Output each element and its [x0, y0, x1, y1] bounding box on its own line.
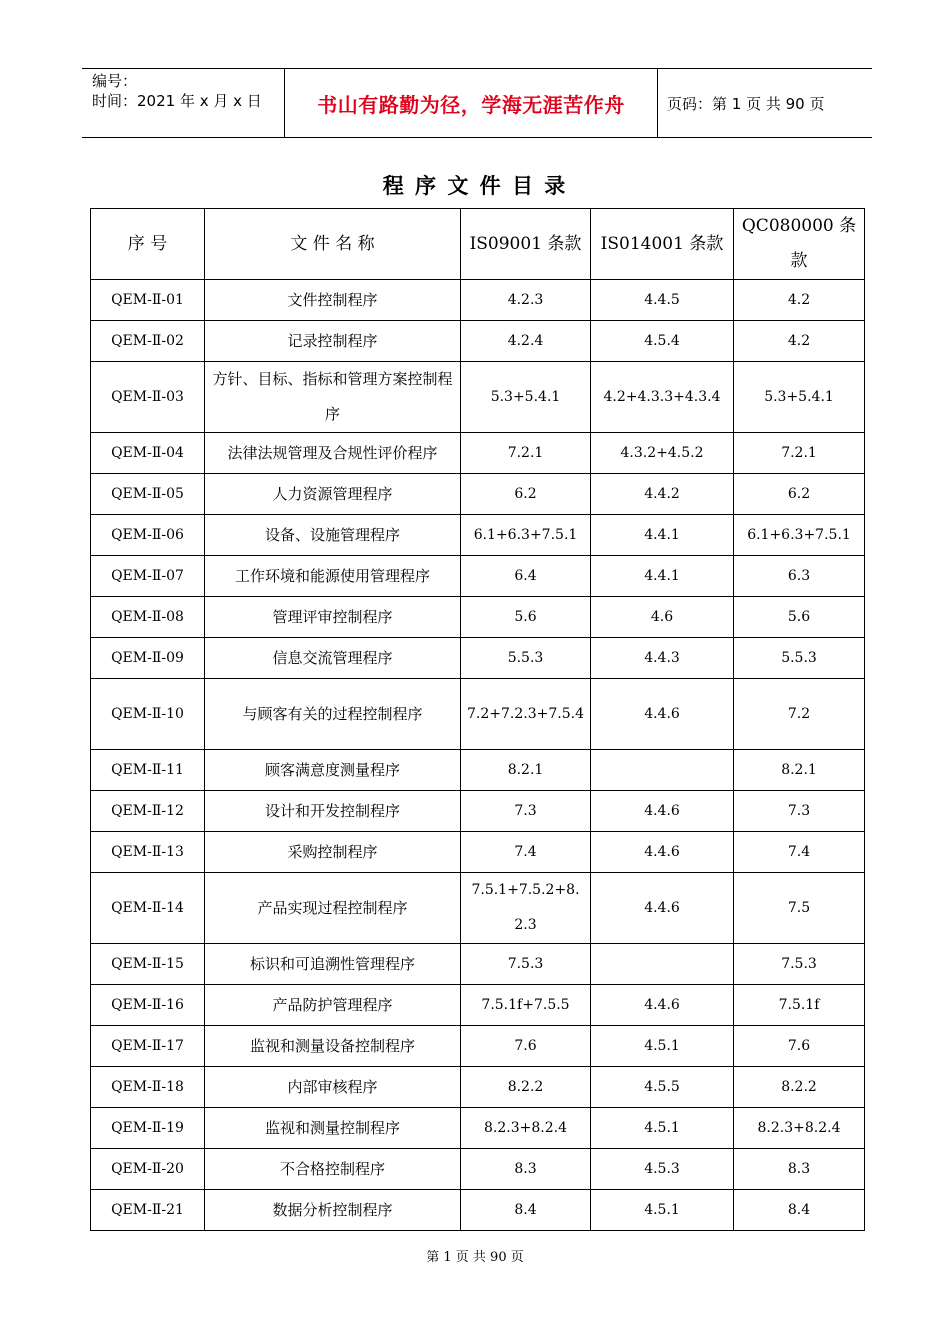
cell-iso14001: 4.6 — [591, 597, 734, 638]
cell-iso14001: 4.4.6 — [591, 791, 734, 832]
cell-doc-name: 管理评审控制程序 — [205, 597, 461, 638]
cell-qc080000: 8.2.3+8.2.4 — [734, 1108, 865, 1149]
cell-code: QEM-Ⅱ-06 — [91, 515, 205, 556]
cell-doc-name: 采购控制程序 — [205, 832, 461, 873]
cell-iso14001: 4.4.6 — [591, 832, 734, 873]
cell-iso9001: 8.4 — [461, 1190, 591, 1231]
cell-qc080000: 5.5.3 — [734, 638, 865, 679]
page-footer: 第 1 页 共 90 页 — [426, 1250, 524, 1265]
header-doc-name: 文 件 名 称 — [205, 209, 461, 280]
cell-doc-name: 信息交流管理程序 — [205, 638, 461, 679]
cell-code: QEM-Ⅱ-19 — [91, 1108, 205, 1149]
table-row — [91, 1108, 865, 1149]
cell-iso9001: 7.3 — [461, 791, 591, 832]
cell-doc-name: 人力资源管理程序 — [205, 474, 461, 515]
cell-qc080000: 7.4 — [734, 832, 865, 873]
header-iso9001: IS09001 条款 — [461, 209, 591, 280]
cell-doc-name: 标识和可追溯性管理程序 — [205, 944, 461, 985]
table-row — [91, 638, 865, 679]
cell-doc-name: 产品实现过程控制程序 — [205, 873, 461, 944]
header-qc080000: QC080000 条款 — [734, 209, 865, 280]
cell-qc080000: 8.3 — [734, 1149, 865, 1190]
doc-number-label: 编号： — [92, 72, 138, 90]
table-row — [91, 679, 865, 750]
cell-iso14001: 4.5.1 — [591, 1190, 734, 1231]
cell-qc080000: 8.4 — [734, 1190, 865, 1231]
cell-iso14001: 4.4.1 — [591, 556, 734, 597]
doc-time-label: 时间：2021 年 x 月 x 日 — [92, 92, 262, 110]
cell-doc-name: 数据分析控制程序 — [205, 1190, 461, 1231]
table-row — [91, 556, 865, 597]
cell-iso9001: 7.5.3 — [461, 944, 591, 985]
table-row — [91, 1067, 865, 1108]
cell-iso9001: 7.2.1 — [461, 433, 591, 474]
cell-doc-name: 法律法规管理及合规性评价程序 — [205, 433, 461, 474]
cell-code: QEM-Ⅱ-18 — [91, 1067, 205, 1108]
cell-iso9001: 5.5.3 — [461, 638, 591, 679]
cell-doc-name: 记录控制程序 — [205, 321, 461, 362]
cell-doc-name: 不合格控制程序 — [205, 1149, 461, 1190]
table-row — [91, 280, 865, 321]
cell-iso9001: 8.2.1 — [461, 750, 591, 791]
cell-iso9001: 6.1+6.3+7.5.1 — [461, 515, 591, 556]
cell-iso9001: 8.2.3+8.2.4 — [461, 1108, 591, 1149]
table-row — [91, 1149, 865, 1190]
cell-qc080000: 6.1+6.3+7.5.1 — [734, 515, 865, 556]
cell-doc-name: 方针、目标、指标和管理方案控制程序 — [205, 362, 461, 433]
cell-doc-name: 内部审核程序 — [205, 1067, 461, 1108]
cell-code: QEM-Ⅱ-02 — [91, 321, 205, 362]
table-row — [91, 433, 865, 474]
table-row — [91, 832, 865, 873]
table-row — [91, 873, 865, 944]
table-row — [91, 1026, 865, 1067]
cell-qc080000: 6.3 — [734, 556, 865, 597]
cell-qc080000: 7.2 — [734, 679, 865, 750]
table-row — [91, 791, 865, 832]
cell-qc080000: 7.5.3 — [734, 944, 865, 985]
cell-qc080000: 7.2.1 — [734, 433, 865, 474]
page-title: 程 序 文 件 目 录 — [382, 174, 568, 198]
cell-qc080000: 6.2 — [734, 474, 865, 515]
cell-iso9001: 8.3 — [461, 1149, 591, 1190]
cell-code: QEM-Ⅱ-11 — [91, 750, 205, 791]
cell-iso14001: 4.5.5 — [591, 1067, 734, 1108]
cell-iso14001: 4.4.2 — [591, 474, 734, 515]
table-row — [91, 515, 865, 556]
cell-code: QEM-Ⅱ-10 — [91, 679, 205, 750]
cell-code: QEM-Ⅱ-17 — [91, 1026, 205, 1067]
document-header — [82, 68, 872, 138]
cell-iso9001: 8.2.2 — [461, 1067, 591, 1108]
cell-code: QEM-Ⅱ-20 — [91, 1149, 205, 1190]
cell-iso14001: 4.5.1 — [591, 1108, 734, 1149]
table-row — [91, 944, 865, 985]
cell-iso9001: 5.6 — [461, 597, 591, 638]
cell-doc-name: 设备、设施管理程序 — [205, 515, 461, 556]
header-motto: 书山有路勤为径，学海无涯苦作舟 — [284, 69, 658, 137]
cell-iso14001: 4.4.5 — [591, 280, 734, 321]
cell-doc-name: 设计和开发控制程序 — [205, 791, 461, 832]
cell-iso14001: 4.5.1 — [591, 1026, 734, 1067]
cell-qc080000: 7.5 — [734, 873, 865, 944]
cell-doc-name: 文件控制程序 — [205, 280, 461, 321]
cell-iso14001: 4.4.6 — [591, 873, 734, 944]
cell-iso14001: 4.3.2+4.5.2 — [591, 433, 734, 474]
cell-doc-name: 工作环境和能源使用管理程序 — [205, 556, 461, 597]
header-page-info: 页码：第 1 页 共 90 页 — [667, 94, 825, 113]
cell-doc-name: 监视和测量设备控制程序 — [205, 1026, 461, 1067]
cell-code: QEM-Ⅱ-12 — [91, 791, 205, 832]
cell-code: QEM-Ⅱ-15 — [91, 944, 205, 985]
cell-code: QEM-Ⅱ-08 — [91, 597, 205, 638]
table-row — [91, 362, 865, 433]
cell-code: QEM-Ⅱ-04 — [91, 433, 205, 474]
cell-iso9001: 7.4 — [461, 832, 591, 873]
procedure-catalog-table — [90, 208, 865, 1231]
cell-iso9001: 4.2.3 — [461, 280, 591, 321]
cell-iso9001: 7.5.1+7.5.2+8.2.3 — [461, 873, 591, 944]
cell-iso9001: 4.2.4 — [461, 321, 591, 362]
cell-doc-name: 与顾客有关的过程控制程序 — [205, 679, 461, 750]
cell-doc-name: 产品防护管理程序 — [205, 985, 461, 1026]
header-seq: 序 号 — [91, 209, 205, 280]
table-row — [91, 750, 865, 791]
cell-iso14001: 4.4.6 — [591, 679, 734, 750]
cell-code: QEM-Ⅱ-07 — [91, 556, 205, 597]
cell-qc080000: 4.2 — [734, 321, 865, 362]
cell-qc080000: 7.5.1f — [734, 985, 865, 1026]
cell-iso14001: 4.4.3 — [591, 638, 734, 679]
cell-iso9001: 7.5.1f+7.5.5 — [461, 985, 591, 1026]
cell-iso9001: 6.4 — [461, 556, 591, 597]
cell-code: QEM-Ⅱ-16 — [91, 985, 205, 1026]
cell-doc-name: 监视和测量控制程序 — [205, 1108, 461, 1149]
cell-qc080000: 7.3 — [734, 791, 865, 832]
header-meta — [82, 69, 284, 137]
cell-iso9001: 5.3+5.4.1 — [461, 362, 591, 433]
cell-iso14001: 4.5.4 — [591, 321, 734, 362]
cell-iso14001 — [591, 750, 734, 791]
cell-iso14001: 4.4.1 — [591, 515, 734, 556]
cell-code: QEM-Ⅱ-05 — [91, 474, 205, 515]
cell-iso9001: 6.2 — [461, 474, 591, 515]
table-row — [91, 321, 865, 362]
cell-iso14001 — [591, 944, 734, 985]
table-header-row — [91, 209, 865, 280]
cell-qc080000: 8.2.2 — [734, 1067, 865, 1108]
cell-iso14001: 4.2+4.3.3+4.3.4 — [591, 362, 734, 433]
cell-doc-name: 顾客满意度测量程序 — [205, 750, 461, 791]
cell-qc080000: 5.3+5.4.1 — [734, 362, 865, 433]
cell-qc080000: 4.2 — [734, 280, 865, 321]
table-row — [91, 985, 865, 1026]
cell-code: QEM-Ⅱ-09 — [91, 638, 205, 679]
cell-code: QEM-Ⅱ-21 — [91, 1190, 205, 1231]
table-row — [91, 597, 865, 638]
cell-code: QEM-Ⅱ-03 — [91, 362, 205, 433]
cell-code: QEM-Ⅱ-14 — [91, 873, 205, 944]
cell-iso9001: 7.2+7.2.3+7.5.4 — [461, 679, 591, 750]
cell-code: QEM-Ⅱ-13 — [91, 832, 205, 873]
cell-iso14001: 4.5.3 — [591, 1149, 734, 1190]
cell-qc080000: 5.6 — [734, 597, 865, 638]
cell-iso9001: 7.6 — [461, 1026, 591, 1067]
cell-code: QEM-Ⅱ-01 — [91, 280, 205, 321]
header-iso14001: IS014001 条款 — [591, 209, 734, 280]
cell-qc080000: 7.6 — [734, 1026, 865, 1067]
table-row — [91, 1190, 865, 1231]
table-row — [91, 474, 865, 515]
cell-iso14001: 4.4.6 — [591, 985, 734, 1026]
cell-qc080000: 8.2.1 — [734, 750, 865, 791]
